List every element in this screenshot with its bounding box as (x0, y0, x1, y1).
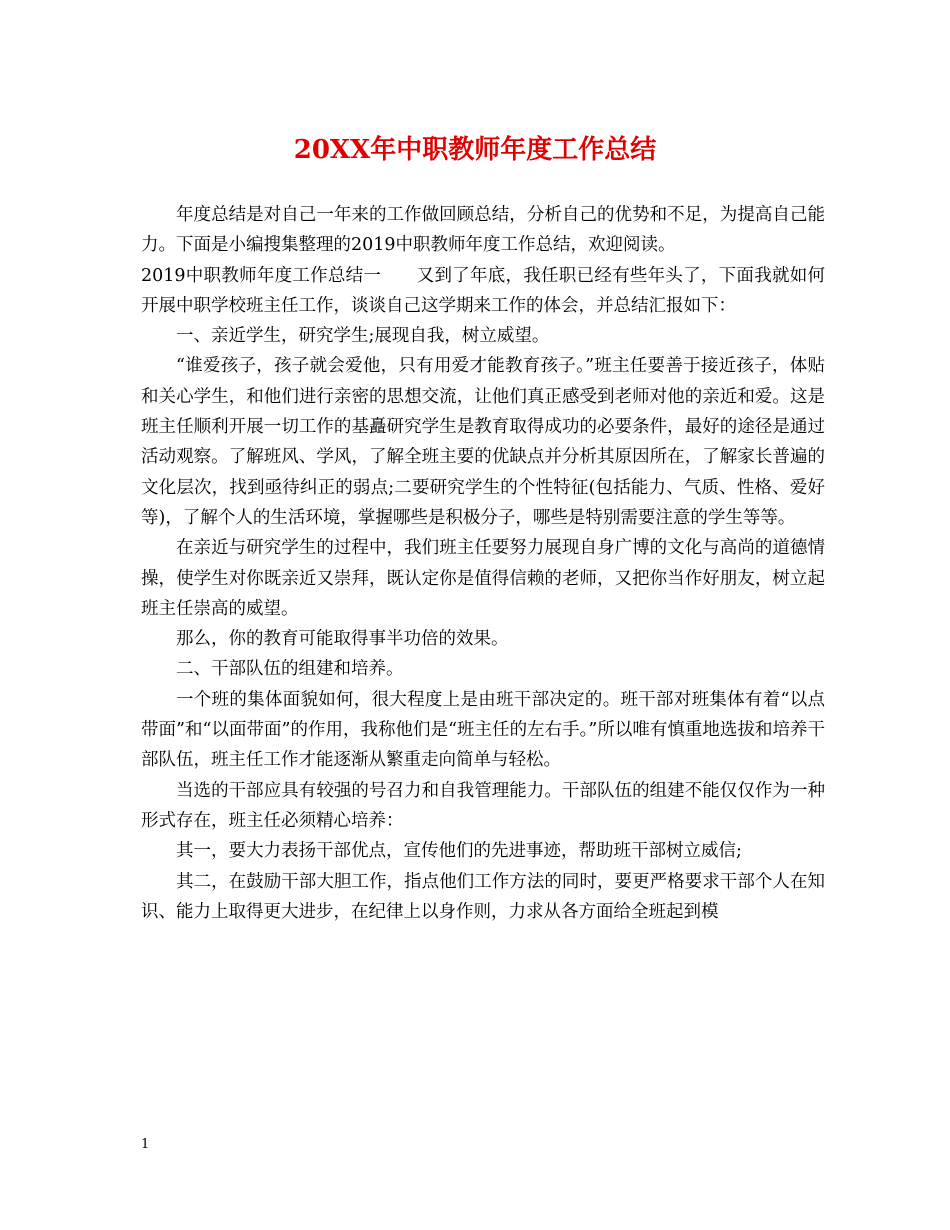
paragraph: 当选的干部应具有较强的号召力和自我管理能力。干部队伍的组建不能仅仅作为一种形式存在，班主任必须精心培养： (141, 780, 825, 831)
page-number: 1 (141, 1137, 150, 1152)
paragraph: 一个班的集体面貌如何，很大程度上是由班干部决定的。班干部对班集体有着“以点带面”和“以面带面”的作用，我称他们是“班主任的左右手。”所以唯有慎重地选拔和培养干部队伍，班主任工作才能逐渐从繁重走向简单与轻松。 (141, 689, 825, 771)
document-title: 20XX年中职教师年度工作总结 (293, 135, 657, 165)
paragraph: 年度总结是对自己一年来的工作做回顾总结，分析自己的优势和不足，为提高自己能力。下面是小编搜集整理的2019中职教师年度工作总结，欢迎阅读。 (141, 205, 825, 256)
paragraph: 其一，要大力表扬干部优点，宣传他们的先进事迹，帮助班干部树立威信; (176, 841, 742, 862)
paragraph: 那么，你的教育可能取得事半功倍的效果。 (176, 629, 509, 650)
paragraph: “谁爱孩子，孩子就会爱他，只有用爱才能教育孩子。”班主任要善于接近孩子，体贴和关心学生，和他们进行亲密的思想交流，让他们真正感受到老师对他的亲近和爱。这是班主任顺利开展一切工作的基矗研究学生是教育取得成功的必要条件，最好的途径是通过活动观察。了解班风、学风，了解全班主要的优缺点并分析其原因所在，了解家长普遍的文化层次，找到亟待纠正的弱点;二要研究学生的个性特征(包括能力、气质、性格、爱好等)，了解个人的生活环境，掌握哪些是积极分子，哪些是特别需要注意的学生等等。 (141, 356, 825, 528)
paragraph: 其二，在鼓励干部大胆工作，指点他们工作方法的同时，要更严格要求干部个人在知识、能力上取得更大进步，在纪律上以身作则，力求从各方面给全班起到模 (141, 871, 825, 922)
document-body (141, 200, 825, 927)
paragraph: 二、干部队伍的组建和培养。 (176, 659, 404, 680)
paragraph: 2019中职教师年度工作总结一 又到了年底，我任职已经有些年头了，下面我就如何开展中职学校班主任工作，谈谈自己这学期来工作的体会，并总结汇报如下： (141, 265, 825, 316)
paragraph: 一、亲近学生，研究学生;展现自我，树立威望。 (176, 326, 550, 347)
paragraph: 在亲近与研究学生的过程中，我们班主任要努力展现自身广博的文化与高尚的道德情操，使学生对你既亲近又崇拜，既认定你是值得信赖的老师，又把你当作好朋友，树立起班主任崇高的威望。 (141, 538, 825, 619)
